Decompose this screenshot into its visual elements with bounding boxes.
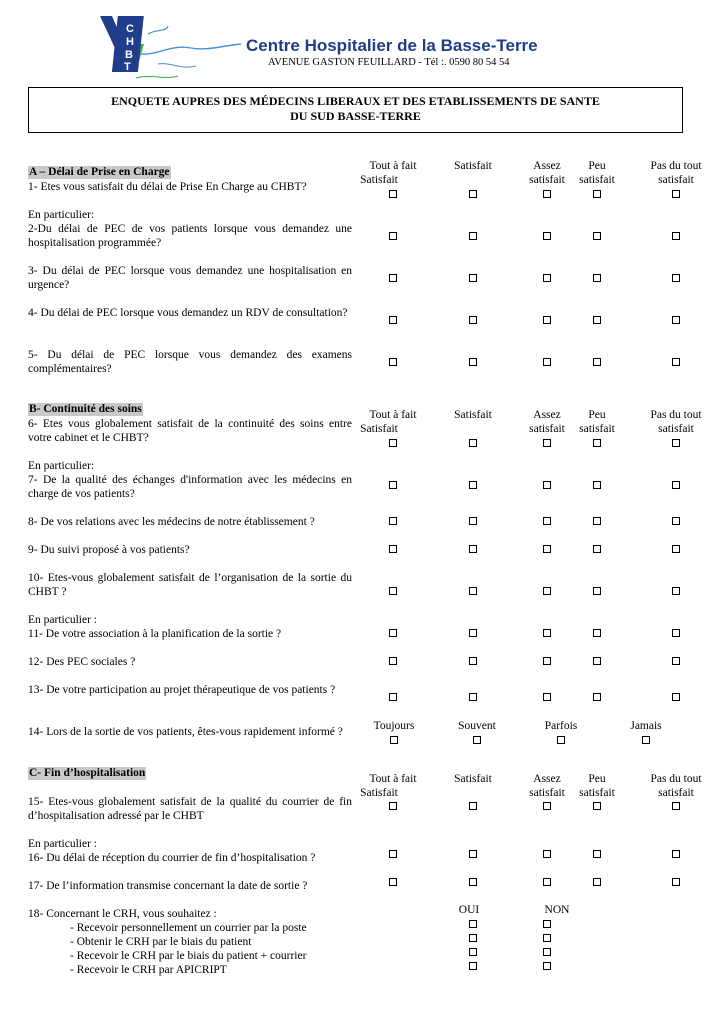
frequency-label: Jamais [630,720,662,732]
svg-text:H: H [126,36,134,48]
yes-checkbox[interactable] [469,962,477,970]
section-a-title: A – Délai de Prise en Charge [29,166,170,178]
question-2: 2-Du délai de PEC de vos patients lorsque vous demandez une hospitalisation programmée? [28,223,352,249]
rating-checkbox[interactable] [672,802,680,810]
rating-checkbox[interactable] [593,517,601,525]
scale-header-label: Peu [588,409,606,421]
chbt-logo [96,14,246,84]
survey-title-line1: ENQUETE AUPRES DES MÉDECINS LIBERAUX ET DES ETABLISSEMENTS DE SANTE [111,94,600,108]
hospital-name: Centre Hospitalier de la Basse-Terre [246,36,538,55]
no-checkbox[interactable] [543,948,551,956]
scale-header-label: Tout à fait [369,773,417,785]
rating-checkbox[interactable] [672,517,680,525]
en-particulier-label: En particulier: [28,209,95,221]
rating-checkbox[interactable] [469,517,477,525]
rating-checkbox[interactable] [469,657,477,665]
rating-checkbox[interactable] [389,190,397,198]
section-c-title: C- Fin d’hospitalisation [29,767,146,779]
rating-checkbox[interactable] [543,274,551,282]
question-3: 3- Du délai de PEC lorsque vous demandez une hospitalisation en urgence? [28,265,352,291]
en-particulier-label: En particulier : [28,614,97,626]
rating-checkbox[interactable] [593,358,601,366]
rating-checkbox[interactable] [672,316,680,324]
frequency-checkbox[interactable] [390,736,398,744]
scale-header-label: satisfait [579,787,615,799]
scale-header-label: Pas du tout [650,160,702,172]
rating-checkbox[interactable] [469,439,477,447]
rating-checkbox[interactable] [469,850,477,858]
rating-checkbox[interactable] [593,587,601,595]
question-7: 7- De la qualité des échanges d'information avec les médecins en charge de vos patients? [28,474,352,500]
rating-checkbox[interactable] [389,802,397,810]
rating-checkbox[interactable] [543,190,551,198]
survey-title-box [28,87,683,133]
rating-checkbox[interactable] [593,802,601,810]
en-particulier-label: En particulier: [28,460,95,472]
rating-checkbox[interactable] [469,693,477,701]
rating-checkbox[interactable] [389,517,397,525]
scale-header-label: satisfait [579,423,615,435]
rating-checkbox[interactable] [672,481,680,489]
question-5: 5- Du délai de PEC lorsque vous demandez des examens complémentaires? [28,349,352,375]
question-17: 17- De l’information transmise concernant la date de sortie ? [28,880,308,892]
q18-option: - Recevoir le CRH par le biais du patient + courrier [70,950,307,962]
scale-header-label: Assez [533,160,561,172]
scale-header-label: Assez [533,773,561,785]
q18-option: - Recevoir personnellement un courrier par la poste [70,922,307,934]
no-checkbox[interactable] [543,962,551,970]
rating-checkbox[interactable] [672,232,680,240]
rating-checkbox[interactable] [543,545,551,553]
rating-checkbox[interactable] [672,657,680,665]
rating-checkbox[interactable] [469,878,477,886]
question-9: 9- Du suivi proposé à vos patients? [28,544,190,556]
rating-checkbox[interactable] [543,439,551,447]
svg-text:C: C [126,23,134,35]
yes-checkbox[interactable] [469,920,477,928]
no-checkbox[interactable] [543,934,551,942]
question-8: 8- De vos relations avec les médecins de notre établissement ? [28,516,315,528]
scale-header-label: Pas du tout [650,409,702,421]
rating-checkbox[interactable] [469,190,477,198]
rating-checkbox[interactable] [469,316,477,324]
no-checkbox[interactable] [543,920,551,928]
rating-checkbox[interactable] [672,190,680,198]
rating-checkbox[interactable] [469,629,477,637]
rating-checkbox[interactable] [593,316,601,324]
yes-label: OUI [458,904,480,916]
rating-checkbox[interactable] [469,587,477,595]
rating-checkbox[interactable] [389,878,397,886]
rating-checkbox[interactable] [389,232,397,240]
rating-checkbox[interactable] [469,481,477,489]
survey-title-line2: DU SUD BASSE-TERRE [290,109,421,123]
rating-checkbox[interactable] [389,481,397,489]
rating-checkbox[interactable] [593,190,601,198]
frequency-checkbox[interactable] [642,736,650,744]
rating-checkbox[interactable] [389,545,397,553]
question-16: 16- Du délai de réception du courrier de fin d’hospitalisation ? [28,852,316,864]
rating-checkbox[interactable] [469,545,477,553]
frequency-checkbox[interactable] [557,736,565,744]
yes-checkbox[interactable] [469,934,477,942]
rating-checkbox[interactable] [543,232,551,240]
rating-checkbox[interactable] [389,629,397,637]
scale-header-label: Satisfait [360,787,398,799]
rating-checkbox[interactable] [593,545,601,553]
rating-checkbox[interactable] [593,657,601,665]
rating-checkbox[interactable] [389,316,397,324]
rating-checkbox[interactable] [672,439,680,447]
question-6: 6- Etes vous globalement satisfait de la continuité des soins entre votre cabinet et le CHBT? [28,418,352,444]
rating-checkbox[interactable] [543,802,551,810]
rating-checkbox[interactable] [389,358,397,366]
no-label: NON [544,904,570,916]
question-13: 13- De votre participation au projet thérapeutique de vos patients ? [28,684,336,696]
q18-option: - Obtenir le CRH par le biais du patient [70,936,252,948]
question-1: 1- Etes vous satisfait du délai de Prise En Charge au CHBT? [28,181,307,193]
scale-header-label: satisfait [529,174,565,186]
rating-checkbox[interactable] [593,850,601,858]
scale-header-label: Satisfait [360,423,398,435]
rating-checkbox[interactable] [543,629,551,637]
section-b-title: B- Continuité des soins [29,403,142,415]
rating-checkbox[interactable] [469,358,477,366]
rating-checkbox[interactable] [543,878,551,886]
question-11: 11- De votre association à la planification de la sortie ? [28,628,282,640]
rating-checkbox[interactable] [593,232,601,240]
scale-header-label: Peu [588,160,606,172]
svg-text:T: T [124,61,131,73]
question-12: 12- Des PEC sociales ? [28,656,136,668]
yes-checkbox[interactable] [469,948,477,956]
rating-checkbox[interactable] [672,693,680,701]
rating-checkbox[interactable] [672,878,680,886]
rating-checkbox[interactable] [543,850,551,858]
rating-checkbox[interactable] [672,850,680,858]
scale-header-label: satisfait [579,174,615,186]
scale-header-label: satisfait [529,423,565,435]
scale-header-label: Assez [533,409,561,421]
scale-header-label: Tout à fait [369,160,417,172]
rating-checkbox[interactable] [389,587,397,595]
rating-checkbox[interactable] [672,587,680,595]
rating-checkbox[interactable] [593,481,601,489]
rating-checkbox[interactable] [593,878,601,886]
rating-checkbox[interactable] [543,693,551,701]
rating-checkbox[interactable] [389,657,397,665]
scale-header-label: satisfait [658,787,694,799]
rating-checkbox[interactable] [543,481,551,489]
rating-checkbox[interactable] [672,545,680,553]
question-14: 14- Lors de la sortie de vos patients, êtes-vous rapidement informé ? [28,726,343,738]
q18-option: - Recevoir le CRH par APICRIPT [70,964,227,976]
frequency-label: Toujours [373,720,415,732]
question-18: 18- Concernant le CRH, vous souhaitez : [28,908,217,920]
scale-header-label: Tout à fait [369,409,417,421]
rating-checkbox[interactable] [593,693,601,701]
scale-header-label: Peu [588,773,606,785]
rating-checkbox[interactable] [543,657,551,665]
rating-checkbox[interactable] [672,274,680,282]
rating-checkbox[interactable] [389,693,397,701]
rating-checkbox[interactable] [389,274,397,282]
question-10: 10- Etes-vous globalement satisfait de l’organisation de la sortie du CHBT ? [28,572,352,598]
scale-header-label: satisfait [658,423,694,435]
scale-header-label: Satisfait [454,409,492,421]
frequency-label: Parfois [544,720,578,732]
rating-checkbox[interactable] [593,439,601,447]
svg-text:B: B [125,49,133,61]
rating-checkbox[interactable] [469,232,477,240]
en-particulier-label: En particulier : [28,838,97,850]
scale-header-label: Satisfait [454,773,492,785]
rating-checkbox[interactable] [593,274,601,282]
scale-header-label: Satisfait [360,174,398,186]
question-4: 4- Du délai de PEC lorsque vous demandez un RDV de consultation? [28,307,348,319]
rating-checkbox[interactable] [672,358,680,366]
scale-header-label: satisfait [658,174,694,186]
question-15: 15- Etes-vous globalement satisfait de la qualité du courrier de fin d’hospitalisation adressé par le CHBT [28,796,352,822]
rating-checkbox[interactable] [543,316,551,324]
rating-checkbox[interactable] [469,274,477,282]
rating-checkbox[interactable] [543,358,551,366]
scale-header-label: Pas du tout [650,773,702,785]
frequency-checkbox[interactable] [473,736,481,744]
scale-header-label: satisfait [529,787,565,799]
rating-checkbox[interactable] [672,629,680,637]
rating-checkbox[interactable] [543,587,551,595]
rating-checkbox[interactable] [389,439,397,447]
rating-checkbox[interactable] [469,802,477,810]
scale-header-label: Satisfait [454,160,492,172]
frequency-label: Souvent [458,720,496,732]
rating-checkbox[interactable] [593,629,601,637]
rating-checkbox[interactable] [389,850,397,858]
rating-checkbox[interactable] [543,517,551,525]
hospital-address: AVENUE GASTON FEUILLARD - Tél :. 0590 80 54 54 [268,57,510,68]
